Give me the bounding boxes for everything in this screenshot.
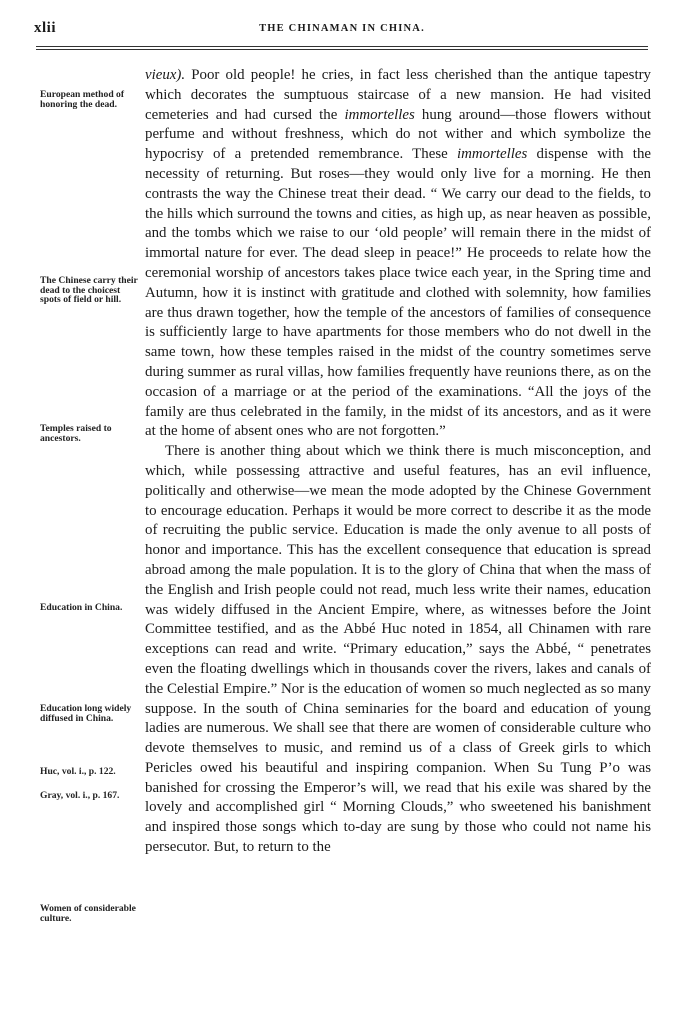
italic-word: vieux). [145, 67, 186, 83]
italic-word: immortelles [456, 146, 528, 163]
running-head: THE CHINAMAN IN CHINA. [259, 23, 425, 34]
header-rule-double [36, 49, 648, 50]
paragraph [145, 66, 651, 442]
text-run: dispense with the necessity of returning. But roses—they would only live for a morning. He then contrasts the way the Chinese treat their dead. “ We carry our dead to the fields, to the hills which surround the towns and cities, as high up, as near heaven as possible, and the tombs which we raise to our ‘old people’ will remain there in the midst of immortal nature for ever. The dead sleep in peace!” He proceeds to relate how the ceremonial worship of ancestors takes place twice each year, in the Spring time and Autumn, how it is instinct with gratitude and clothed with solemnity, how families are thus drawn together, how the temple of the ancestors of families of consequence is sufficiently large to have apartments for those members who do not dwell in the same town, how these temples raised in the midst of the country sometimes serve during summer as rural villas, how families frequently have reunions there, as on the occasion of a marriage or at the period of the examinations. “All the joys of the family are thus celebrated in the family, in the midst of its ancestors, and as it were at the home of absent ones who are not forgotten.” [145, 146, 651, 440]
page-number: xlii [34, 20, 57, 36]
margin-note: European method of honoring the dead. [40, 89, 125, 110]
margin-note: Women of considerable culture. [40, 903, 136, 924]
margin-note: Education long widely diffused in China. [40, 703, 132, 724]
text-run: Poor old people! he cries, in fact less cherished than the antique tapestry which decorates the sumptuous staircase of a new mansion. He had visited cemeteries and had cursed the [145, 67, 651, 123]
header-rule [36, 46, 648, 47]
margin-note: Huc, vol. i., p. 122. [40, 766, 116, 777]
italic-word: immortelles [344, 106, 415, 123]
paragraph: There is another thing about which we think there is much misconception, and which, while possessing attractive and useful features, has an evil influence, politically and otherwise—we mean the mode adopted by the Chinese Government to encourage education. Perhaps it would be more correct to describe it as the mode of recruiting the public service. Education is made the only avenue to all posts of honor and importance. This has the excellent consequence that education is spread abroad among the male population. It is to the glory of China that when the mass of the English and Irish people could not read, much less write their names, education was widely diffused in the Ancient Empire, where, as witnesses before the Joint Committee testified, and as the Abbé Huc noted in 1854, all Chinamen with rare exceptions can read and write. “Primary education,” says the Abbé, “ penetrates even the floating dwellings which in thousands cover the rivers, lakes and canals of the Celestial Empire.” Nor is the education of women so much neglected as so many suppose. In the south of China seminaries for the board and education of young ladies are numerous. We shall see that there are women of considerable culture who devote themselves to music, and remind us of a class of Greek girls to which Pericles owed his beautiful and inspiring companion. When Su Tung P’o was banished for crossing the Emperor’s will, we read that his exile was shared by the lovely and accomplished girl “ Morning Clouds,” who sweetened his banishment and inspired those songs which to-day are sung by those who could not name his persecutor. But, to return to the [145, 443, 651, 856]
margin-note: The Chinese carry their dead to the choicest spots of field or hill. [40, 275, 138, 306]
body-text [145, 66, 651, 858]
text-run: hung around—those flowers without perfume and without freshness, which do not wither and which symbolize the hypocrisy of a pretended remembrance. These [145, 106, 651, 163]
margin-note: Gray, vol. i., p. 167. [40, 790, 120, 801]
margin-note: Education in China. [40, 602, 123, 613]
margin-note: Temples raised to ancestors. [40, 423, 112, 444]
